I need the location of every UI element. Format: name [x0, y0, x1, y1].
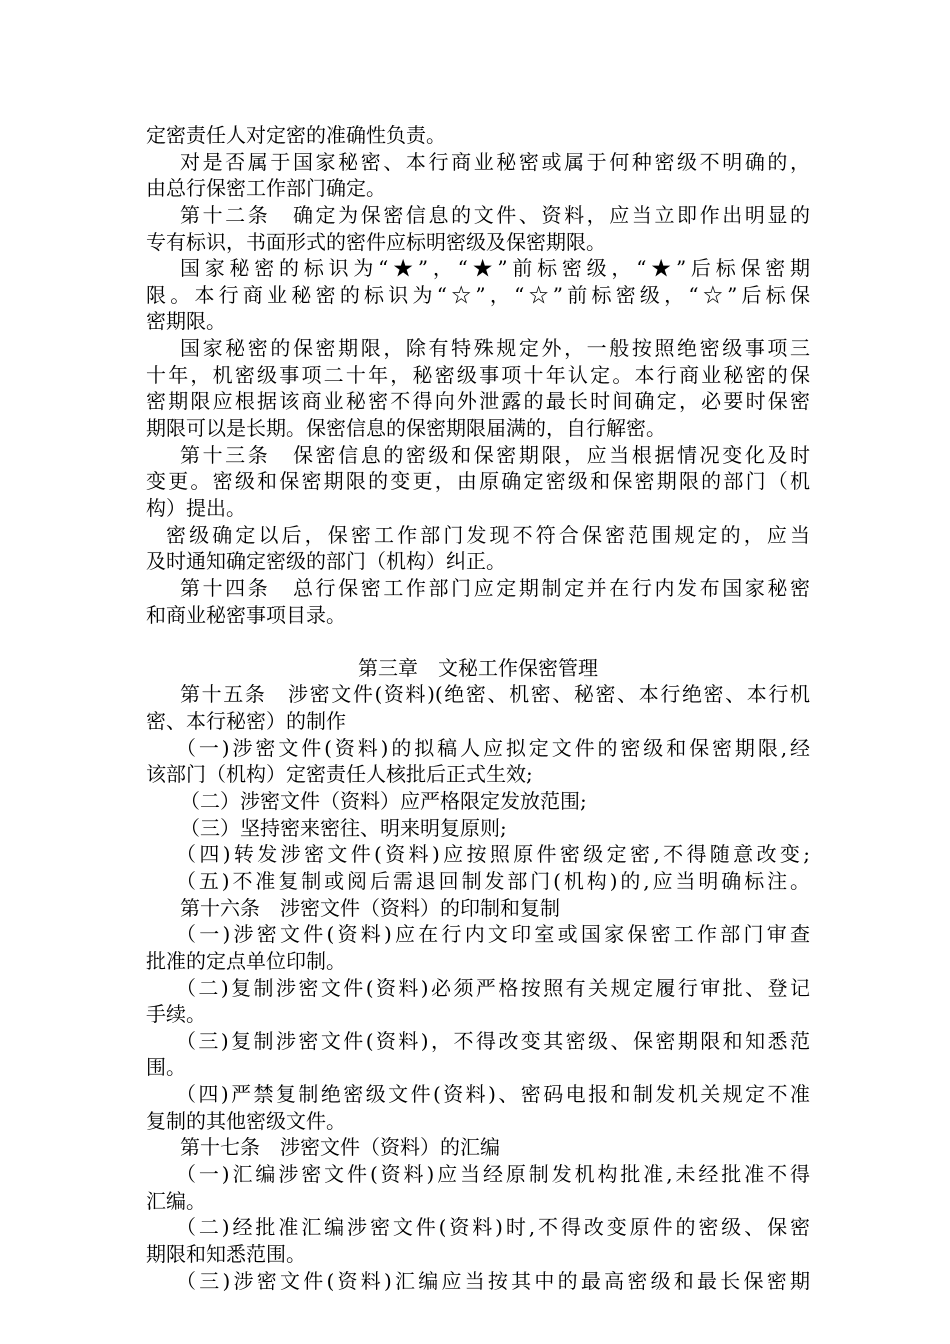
text-line: （二)复制涉密文件(资料)必须严格按照有关规定履行审批、登记: [176, 975, 810, 1000]
text-line: 第十二条 确定为保密信息的文件、资料，应当立即作出明显的: [180, 202, 810, 227]
text-line: 期限和知悉范围。: [146, 1241, 306, 1266]
text-line: （三)复制涉密文件(资料)，不得改变其密级、保密期限和知悉范: [176, 1028, 810, 1053]
text-line: 汇编。: [146, 1188, 206, 1213]
text-line: 国家秘密的保密期限，除有特殊规定外，一般按照绝密级事项三: [180, 336, 810, 361]
text-line: 围。: [146, 1055, 186, 1080]
text-line: （三）坚持密来密往、明来明复原则;: [180, 815, 507, 840]
text-line: 变更。密级和保密期限的变更，由原确定密级和保密期限的部门（机: [146, 469, 810, 494]
text-line: 密期限应根据该商业秘密不得向外泄露的最长时间确定，必要时保密: [146, 389, 810, 414]
text-line: （一)汇编涉密文件(资料)应当经原制发机构批准,未经批准不得: [176, 1161, 810, 1186]
text-line: （一)涉密文件(资料)应在行内文印室或国家保密工作部门审查: [176, 922, 810, 947]
text-line: 复制的其他密级文件。: [146, 1108, 346, 1133]
text-line: 定密责任人对定密的准确性负责。: [146, 123, 446, 147]
blank-line: [146, 628, 810, 655]
text-line: （五)不准复制或阅后需退回制发部门(机构)的,应当明确标注。: [176, 868, 810, 893]
text-line: （四)转发涉密文件(资料)应按照原件密级定密,不得随意改变;: [176, 842, 810, 867]
text-line: 第十五条 涉密文件(资料)(绝密、机密、秘密、本行绝密、本行机: [180, 682, 810, 707]
text-line: （四)严禁复制绝密级文件(资料)、密码电报和制发机关规定不准: [176, 1082, 810, 1107]
text-line: 专有标识，书面形式的密件应标明密级及保密期限。: [146, 229, 606, 254]
text-line: 第十三条 保密信息的密级和保密期限，应当根据情况变化及时: [180, 442, 810, 467]
text-line: 第十六条 涉密文件（资料）的印制和复制: [180, 895, 560, 920]
text-line: 国家秘密的标识为“★”，“★”前标密级，“★”后标保密期: [180, 256, 810, 281]
document-body: [146, 122, 810, 1294]
text-line: （一)涉密文件(资料)的拟稿人应拟定文件的密级和保密期限,经: [176, 735, 810, 760]
text-line: 密期限。: [146, 309, 226, 334]
text-line: 对是否属于国家秘密、本行商业秘密或属于何种密级不明确的，: [180, 149, 810, 174]
text-line: 及时通知确定密级的部门（机构）纠正。: [146, 549, 506, 574]
text-line: 密级确定以后，保密工作部门发现不符合保密范围规定的，应当: [166, 522, 810, 547]
text-line: 批准的定点单位印制。: [146, 948, 346, 973]
text-line: 十年，机密级事项二十年，秘密级事项十年认定。本行商业秘密的保: [146, 362, 810, 387]
text-line: 密、本行秘密）的制作: [146, 709, 346, 734]
text-line: 该部门（机构）定密责任人核批后正式生效;: [146, 762, 533, 787]
text-line: 由总行保密工作部门确定。: [146, 176, 386, 201]
text-line: 第十七条 涉密文件（资料）的汇编: [180, 1135, 500, 1160]
text-line: （二)经批准汇编涉密文件(资料)时,不得改变原件的密级、保密: [176, 1215, 810, 1240]
text-line: 和商业秘密事项目录。: [146, 602, 346, 627]
text-line: （二）涉密文件（资料）应严格限定发放范围;: [180, 789, 587, 814]
chapter-heading: 第三章 文秘工作保密管理: [358, 655, 598, 680]
text-line: 构）提出。: [146, 495, 246, 520]
text-line: 期限可以是长期。保密信息的保密期限届满的，自行解密。: [146, 416, 666, 441]
text-line: 第十四条 总行保密工作部门应定期制定并在行内发布国家秘密: [180, 575, 810, 600]
text-line: （三)涉密文件(资料)汇编应当按其中的最高密级和最长保密期: [176, 1268, 810, 1293]
text-line: 限。本行商业秘密的标识为“☆”，“☆”前标密级，“☆”后标保: [146, 282, 810, 307]
text-line: 手续。: [146, 1002, 206, 1027]
